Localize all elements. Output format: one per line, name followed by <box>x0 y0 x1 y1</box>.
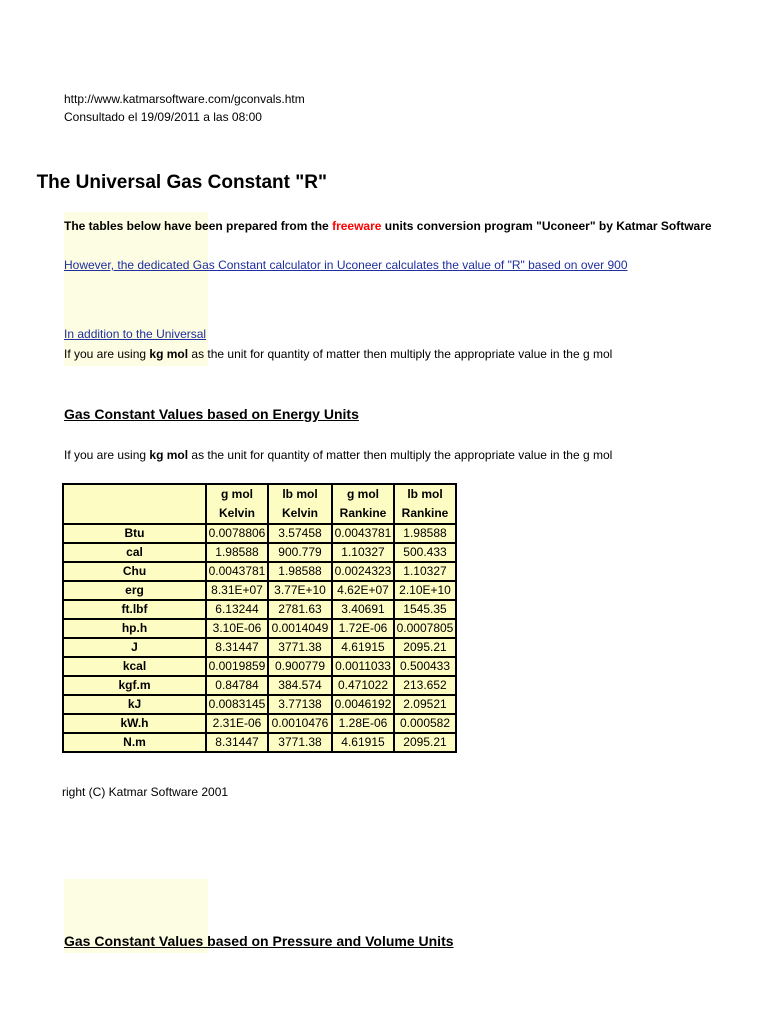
header-g-mol-kelvin <box>206 484 268 524</box>
value-cell: 0.0024323 <box>332 562 394 581</box>
unit-cell: cal <box>63 543 206 562</box>
value-cell: 0.500433 <box>394 657 456 676</box>
header-line2: Rankine <box>339 506 387 520</box>
value-cell: 1.72E-06 <box>332 619 394 638</box>
header-line1: lb mol <box>407 487 443 501</box>
header-line1: g mol <box>347 487 379 501</box>
value-cell: 3.40691 <box>332 600 394 619</box>
unit-cell: hp.h <box>63 619 206 638</box>
value-cell: 4.61915 <box>332 733 394 752</box>
header-lb-mol-kelvin <box>268 484 332 524</box>
pressure-section-title: Gas Constant Values based on Pressure and Volume Units <box>64 933 454 949</box>
energy-units-table <box>62 483 457 753</box>
intro-before: The tables below have been prepared from the <box>64 219 333 233</box>
value-cell: 3.77138 <box>268 695 332 714</box>
value-cell: 0.471022 <box>332 676 394 695</box>
table-row <box>63 619 456 638</box>
table-row <box>63 524 456 543</box>
kg-note-bold: kg mol <box>149 347 189 361</box>
table-row <box>63 695 456 714</box>
header-line2: Kelvin <box>218 506 255 520</box>
header-g-mol-rankine <box>332 484 394 524</box>
table-row <box>63 733 456 752</box>
value-cell: 1.10327 <box>332 543 394 562</box>
header-line1: g mol <box>221 487 253 501</box>
value-cell: 3.10E-06 <box>206 619 268 638</box>
unit-cell: ft.lbf <box>63 600 206 619</box>
consulted-date: Consultado el 19/09/2011 a las 08:00 <box>64 110 262 124</box>
unit-cell: kcal <box>63 657 206 676</box>
unit-cell: Chu <box>63 562 206 581</box>
table-row <box>63 638 456 657</box>
value-cell: 3.57458 <box>268 524 332 543</box>
value-cell: 0.900779 <box>268 657 332 676</box>
kg-note-suffix: as the unit for quantity of matter then multiply the appropriate value in the g mol <box>188 347 613 361</box>
energy-section-title: Gas Constant Values based on Energy Units <box>64 406 359 422</box>
highlight-block-top <box>64 212 208 366</box>
kg-note-bold: kg mol <box>149 448 189 462</box>
value-cell: 2.09521 <box>394 695 456 714</box>
value-cell: 2095.21 <box>394 733 456 752</box>
value-cell: 1.28E-06 <box>332 714 394 733</box>
source-url: http://www.katmarsoftware.com/gconvals.htm <box>64 92 305 106</box>
page-title-container <box>0 169 430 197</box>
value-cell: 0.0078806 <box>206 524 268 543</box>
unit-cell: kJ <box>63 695 206 714</box>
unit-cell: erg <box>63 581 206 600</box>
value-cell: 8.31E+07 <box>206 581 268 600</box>
value-cell: 1.98588 <box>206 543 268 562</box>
value-cell: 2.31E-06 <box>206 714 268 733</box>
value-cell: 0.0043781 <box>206 562 268 581</box>
value-cell: 0.84784 <box>206 676 268 695</box>
copyright-note: right (C) Katmar Software 2001 <box>62 785 229 799</box>
value-cell: 384.574 <box>268 676 332 695</box>
header-line2: Rankine <box>401 506 449 520</box>
value-cell: 4.62E+07 <box>332 581 394 600</box>
unit-cell: Btu <box>63 524 206 543</box>
value-cell: 3771.38 <box>268 733 332 752</box>
intro-paragraph <box>64 218 712 234</box>
value-cell: 8.31447 <box>206 638 268 657</box>
value-cell: 0.000582 <box>394 714 456 733</box>
value-cell: 213.652 <box>394 676 456 695</box>
table-row <box>63 600 456 619</box>
kg-mol-note-top <box>64 346 655 362</box>
table-header-row <box>63 484 456 524</box>
unit-cell: kgf.m <box>63 676 206 695</box>
value-cell: 0.0046192 <box>332 695 394 714</box>
value-cell: 3771.38 <box>268 638 332 657</box>
kg-note-prefix: If you are using <box>64 448 150 462</box>
header-lb-mol-rankine <box>394 484 456 524</box>
value-cell: 6.13244 <box>206 600 268 619</box>
value-cell: 3.77E+10 <box>268 581 332 600</box>
table-row <box>63 714 456 733</box>
value-cell: 1545.35 <box>394 600 456 619</box>
value-cell: 2095.21 <box>394 638 456 657</box>
header-line1: lb mol <box>282 487 318 501</box>
value-cell: 0.0043781 <box>332 524 394 543</box>
value-cell: 0.0019859 <box>206 657 268 676</box>
unit-cell: N.m <box>63 733 206 752</box>
page-title: The Universal Gas Constant "R" <box>36 172 327 193</box>
value-cell: 900.779 <box>268 543 332 562</box>
kg-note-suffix: as the unit for quantity of matter then multiply the appropriate value in the g mol <box>188 448 613 462</box>
table-row <box>63 543 456 562</box>
kg-note-prefix: If you are using <box>64 347 150 361</box>
intro-after: units conversion program "Uconeer" by Katmar Software <box>381 219 712 233</box>
value-cell: 1.98588 <box>394 524 456 543</box>
value-cell: 4.61915 <box>332 638 394 657</box>
value-cell: 2.10E+10 <box>394 581 456 600</box>
header-cell-blank <box>63 484 206 524</box>
table-row <box>63 562 456 581</box>
table-row <box>63 657 456 676</box>
value-cell: 0.0011033 <box>332 657 394 676</box>
freeware-word: freeware <box>332 219 382 233</box>
value-cell: 500.433 <box>394 543 456 562</box>
header-line2: Kelvin <box>281 506 318 520</box>
value-cell: 0.0083145 <box>206 695 268 714</box>
value-cell: 2781.63 <box>268 600 332 619</box>
addition-link[interactable]: In addition to the Universal <box>64 327 207 341</box>
value-cell: 1.98588 <box>268 562 332 581</box>
table-row <box>63 676 456 695</box>
value-cell: 8.31447 <box>206 733 268 752</box>
calculator-link[interactable]: However, the dedicated Gas Constant calculator in Uconeer calculates the value of "R" based on over 900 <box>64 258 628 272</box>
value-cell: 0.0010476 <box>268 714 332 733</box>
table-row <box>63 581 456 600</box>
value-cell: 0.0014049 <box>268 619 332 638</box>
value-cell: 1.10327 <box>394 562 456 581</box>
kg-mol-note-bottom <box>64 447 655 463</box>
unit-cell: kW.h <box>63 714 206 733</box>
value-cell: 0.0007805 <box>394 619 456 638</box>
unit-cell: J <box>63 638 206 657</box>
